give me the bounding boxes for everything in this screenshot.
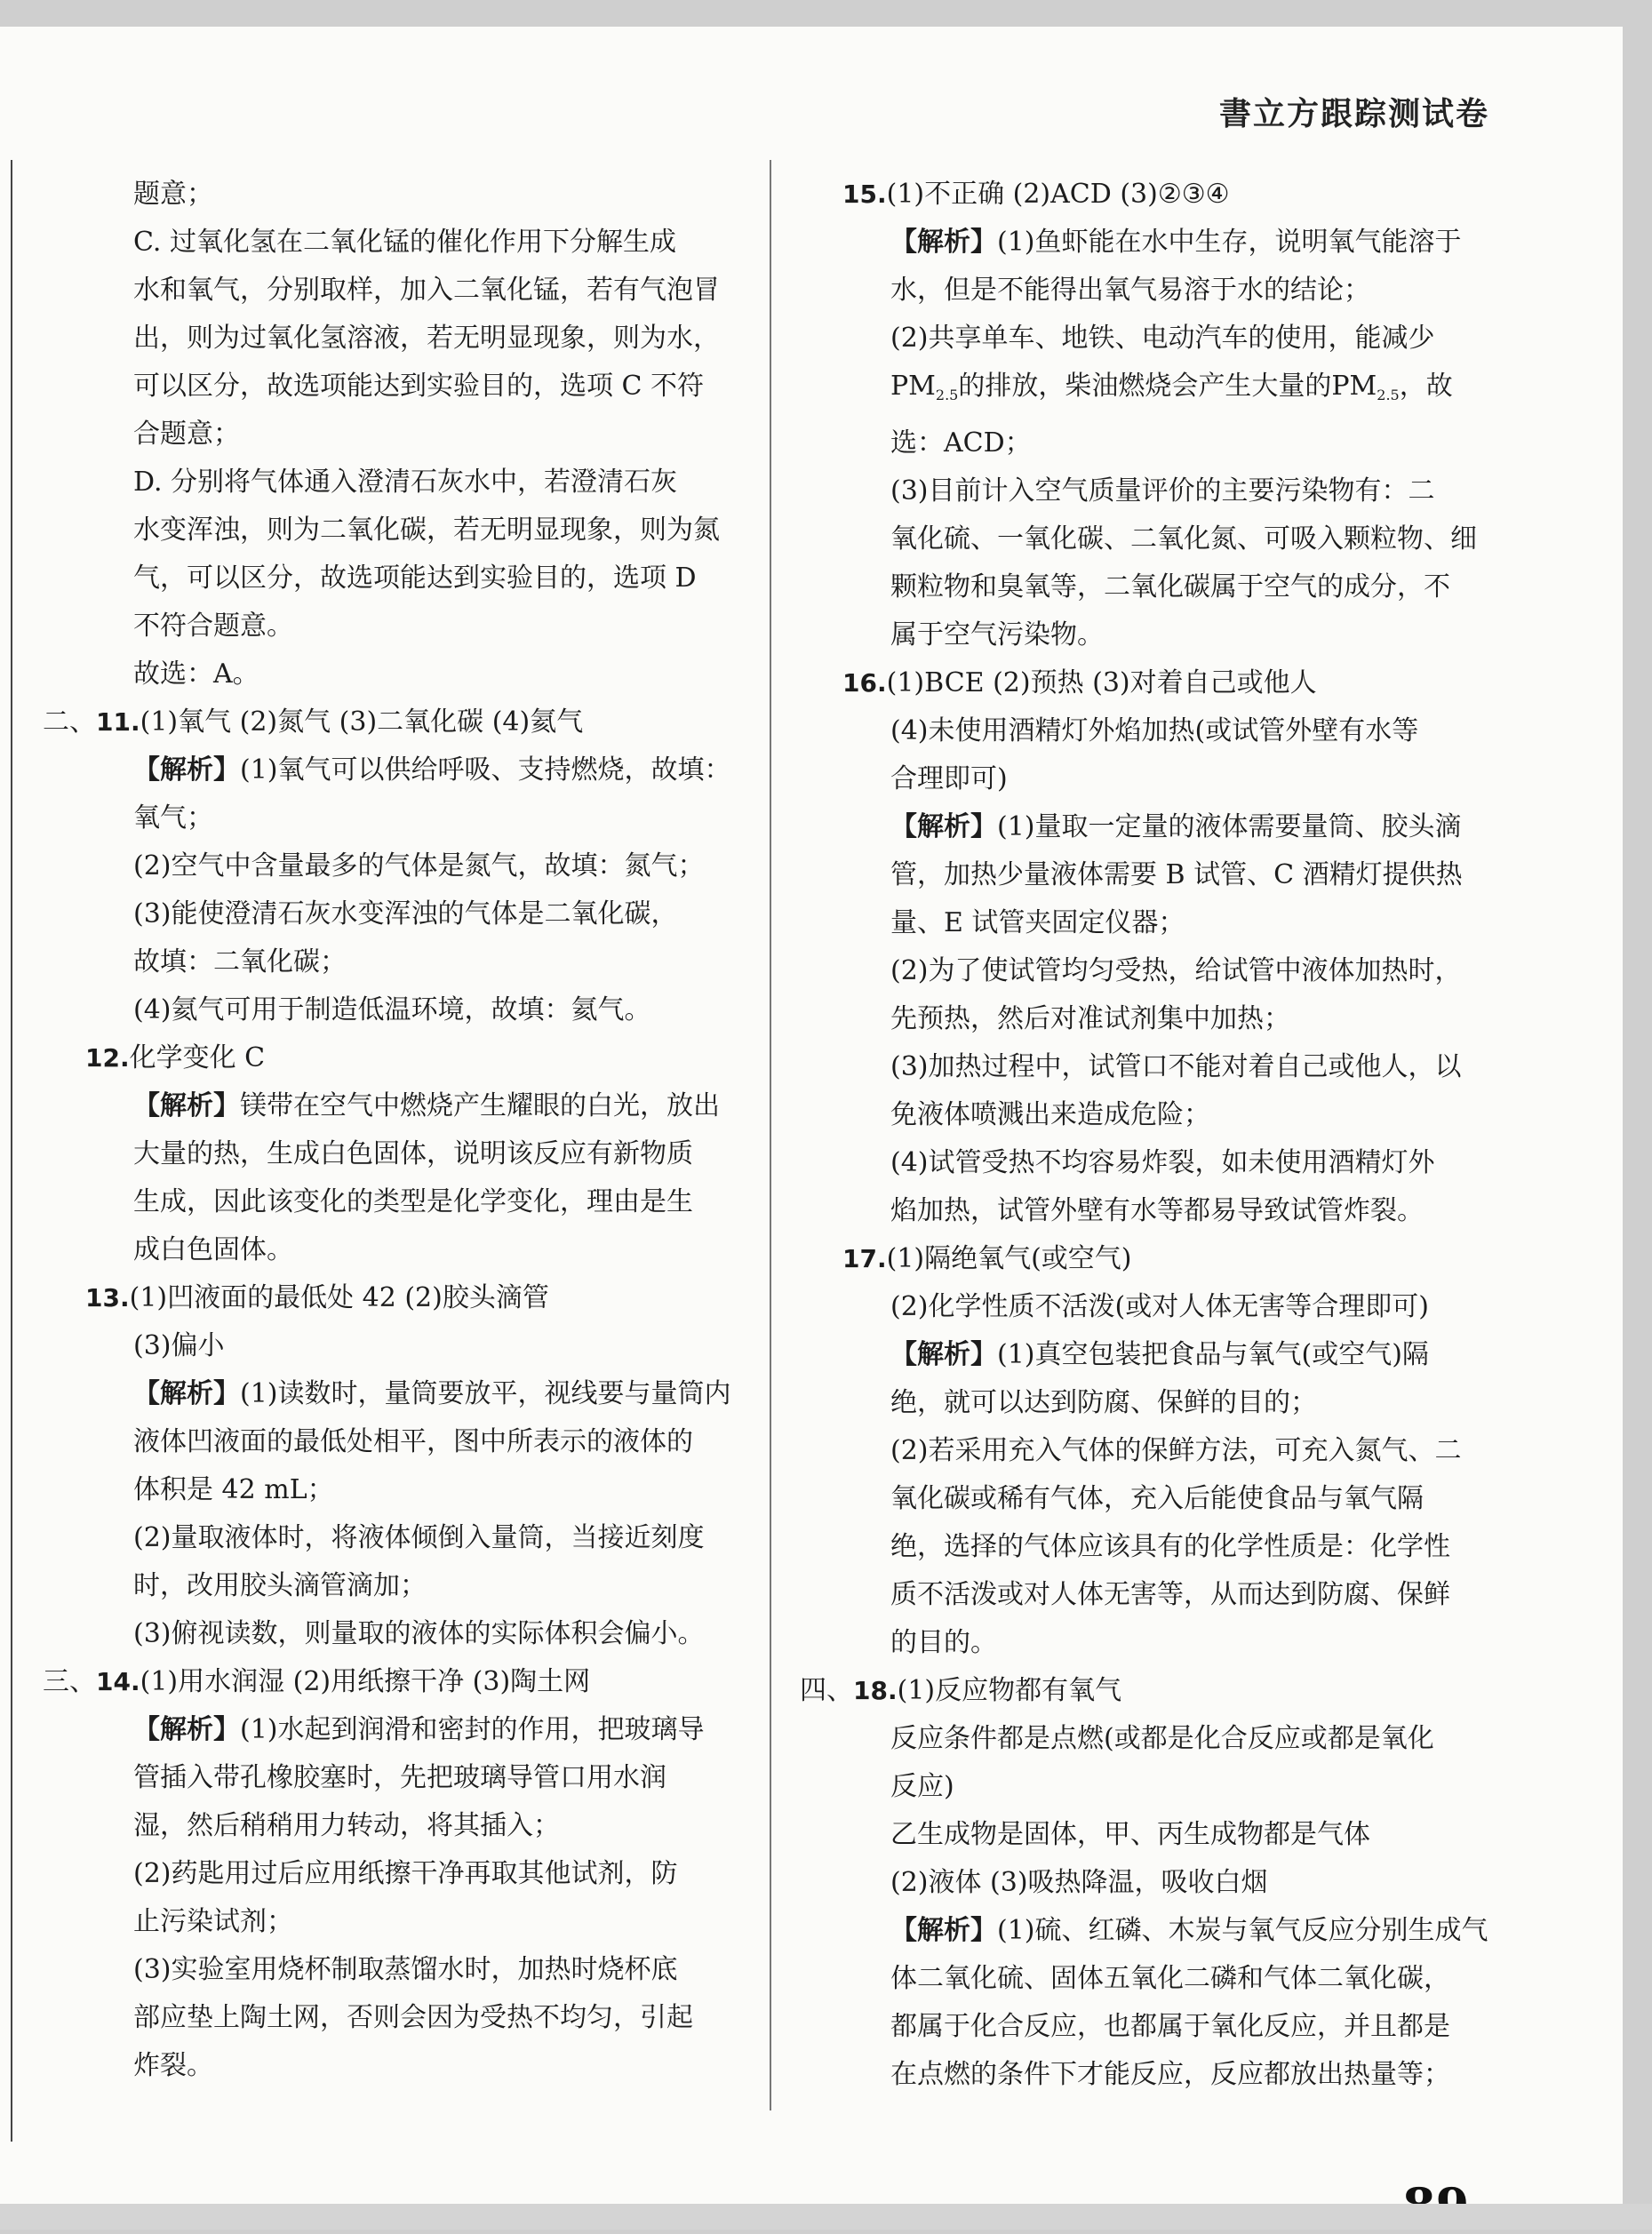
text-line-pm (800, 363, 1511, 419)
section-prefix: 四、 (800, 1675, 853, 1706)
answer-text: (1)BCE (2)预热 (3)对着自己或他人 (886, 667, 1317, 698)
text-line: 焰加热，试管外壁有水等都易导致试管炸裂。 (890, 1195, 1424, 1226)
answer-text: (1)隔绝氧气(或空气) (886, 1243, 1132, 1274)
question-17-analysis (800, 1331, 1511, 1379)
pm-subscript: 2.5 (935, 387, 959, 403)
text-line: (1)氧气可以供给呼吸、支持燃烧，故填： (240, 754, 731, 786)
answer-text: 反应条件都是点燃(或都是化合反应或都是氧化 (890, 1723, 1434, 1754)
left-margin-rule (11, 160, 12, 2142)
right-column (800, 171, 1511, 2099)
pm-subscript: 2.5 (1377, 387, 1400, 403)
text-line: 部应垫上陶土网，否则会因为受热不均匀，引起 (133, 2002, 693, 2033)
text-line: 生成，因此该变化的类型是化学变化，理由是生 (133, 1186, 693, 1217)
answer-text: 反应) (890, 1771, 954, 1802)
text-line: 故填：二氧化碳； (133, 946, 347, 977)
text-line: 氧气； (133, 802, 213, 834)
section-prefix: 二、 (43, 706, 96, 738)
text-line: (3)加热过程中，试管口不能对着自己或他人，以 (890, 1051, 1462, 1082)
answer-text: (1)不正确 (2)ACD (3)②③④ (886, 179, 1230, 210)
text-line: 颗粒物和臭氧等，二氧化碳属于空气的成分，不 (890, 571, 1450, 602)
question-14-analysis (43, 1706, 754, 1754)
text-line: 免液体喷溅出来造成危险； (890, 1099, 1210, 1130)
answer-text: (1)凹液面的最低处 42 (2)胶头滴管 (129, 1282, 549, 1313)
text-line: 的目的。 (890, 1627, 997, 1658)
question-number: 12. (85, 1043, 130, 1073)
text-line: 水变浑浊，则为二氧化碳，若无明显现象，则为氮 (133, 515, 720, 546)
text-line: 水，但是不能得出氧气易溶于水的结论； (890, 275, 1370, 306)
text-line: 管插入带孔橡胶塞时，先把玻璃导管口用水润 (133, 1762, 666, 1793)
answer-text: (2)液体 (3)吸热降温，吸收白烟 (890, 1867, 1268, 1898)
question-number: 15. (842, 180, 887, 209)
text-line: 故选：A。 (133, 658, 259, 690)
text-line: 液体凹液面的最低处相平，图中所表示的液体的 (133, 1426, 693, 1457)
text-line: (1)硫、红磷、木炭与氧气反应分别生成气 (997, 1915, 1488, 1946)
text-line: (4)氦气可用于制造低温环境，故填：氦气。 (133, 994, 651, 1025)
text-line: 镁带在空气中燃烧产生耀眼的白光，放出 (240, 1090, 720, 1121)
text-line: (1)水起到润滑和密封的作用，把玻璃导 (240, 1714, 705, 1745)
question-15-answer (800, 171, 1511, 219)
question-number: 18. (853, 1676, 898, 1705)
text-line: 出，则为过氧化氢溶液，若无明显现象，则为水， (133, 323, 720, 354)
text-line: 体积是 42 mL； (133, 1474, 334, 1505)
text-line: (3)能使澄清石灰水变浑浊的气体是二氧化碳， (133, 898, 678, 930)
page (0, 27, 1623, 2204)
text-line: 大量的热，生成白色固体，说明该反应有新物质 (133, 1138, 693, 1169)
text-line: (1)真空包装把食品与氧气(或空气)隔 (997, 1339, 1429, 1370)
scan-border (0, 2204, 1652, 2230)
question-18-analysis (800, 1907, 1511, 1955)
question-18-answer (800, 1667, 1511, 1715)
analysis-tag: 【解析】 (133, 1378, 240, 1409)
text-line: 气，可以区分，故选项能达到实验目的，选项 D (133, 562, 697, 594)
answer-text: (3)偏小 (133, 1330, 225, 1361)
text-line: 湿，然后稍稍用力转动，将其插入； (133, 1810, 560, 1841)
analysis-tag: 【解析】 (133, 754, 240, 786)
question-13-answer (43, 1274, 754, 1322)
text-line: 题意； (133, 179, 213, 210)
text-line: (4)试管受热不均容易炸裂，如未使用酒精灯外 (890, 1147, 1435, 1178)
text-line: (1)量取一定量的液体需要量筒、胶头滴 (997, 811, 1462, 842)
left-column (43, 171, 754, 2090)
analysis-tag: 【解析】 (890, 1915, 997, 1946)
answer-text: (1)反应物都有氧气 (897, 1675, 1122, 1706)
question-17-answer (800, 1235, 1511, 1283)
text-line: (3)实验室用烧杯制取蒸馏水时，加热时烧杯底 (133, 1954, 678, 1985)
question-number: 14. (96, 1667, 140, 1696)
text-line: 先预热，然后对准试剂集中加热； (890, 1003, 1290, 1034)
text-line: 炸裂。 (133, 2050, 213, 2081)
analysis-tag: 【解析】 (890, 227, 997, 258)
text-line: 绝，就可以达到防腐、保鲜的目的； (890, 1387, 1317, 1418)
text-line: 水和氧气，分别取样，加入二氧化锰，若有气泡冒 (133, 275, 720, 306)
pm-label: PM (890, 371, 936, 402)
text-line: (1)鱼虾能在水中生存，说明氧气能溶于 (997, 227, 1462, 258)
question-12-answer (43, 1034, 754, 1082)
answer-text: 化学变化 C (129, 1042, 266, 1073)
text-line: (2)若采用充入气体的保鲜方法，可充入氮气、二 (890, 1435, 1462, 1466)
text-line: (2)共享单车、地铁、电动汽车的使用，能减少 (890, 323, 1435, 354)
text-line: ，故 (1399, 371, 1453, 402)
question-16-analysis (800, 803, 1511, 851)
text-line: (2)空气中含量最多的气体是氮气，故填：氮气； (133, 850, 705, 882)
text-line: 质不活泼或对人体无害等，从而达到防腐、保鲜 (890, 1579, 1450, 1610)
text-line: 管，加热少量液体需要 B 试管、C 酒精灯提供热 (890, 859, 1463, 890)
pm-label: PM (1331, 371, 1377, 402)
header-title: 書立方跟踪测试卷 (1218, 96, 1489, 132)
text-line: (2)为了使试管均匀受热，给试管中液体加热时， (890, 955, 1462, 986)
text-line: 氧化碳或稀有气体，充入后能使食品与氧气隔 (890, 1483, 1424, 1514)
text-line: 成白色固体。 (133, 1234, 293, 1265)
text-line: 选：ACD； (890, 427, 1032, 459)
question-number: 13. (85, 1283, 130, 1312)
text-line: 量、E 试管夹固定仪器； (890, 907, 1185, 938)
text-line: 时，改用胶头滴管滴加； (133, 1570, 427, 1601)
text-line: (1)读数时，量筒要放平，视线要与量筒内 (240, 1378, 731, 1409)
text-line: (3)目前计入空气质量评价的主要污染物有：二 (890, 475, 1435, 507)
answer-text: (4)未使用酒精灯外焰加热(或试管外壁有水等 (890, 715, 1419, 746)
text-line: 在点燃的条件下才能反应，反应都放出热量等； (890, 2059, 1450, 2090)
text-line: 不符合题意。 (133, 610, 293, 642)
column-divider (770, 160, 771, 2110)
question-number: 17. (842, 1244, 887, 1273)
text-line: 属于空气污染物。 (890, 619, 1104, 650)
question-14-answer (43, 1658, 754, 1706)
answer-text: 乙生成物是固体，甲、丙生成物都是气体 (890, 1819, 1370, 1850)
text-line: 可以区分，故选项能达到实验目的，选项 C 不符 (133, 371, 705, 402)
question-11-analysis (43, 746, 754, 794)
question-number: 16. (842, 668, 887, 698)
question-13-analysis (43, 1370, 754, 1418)
text-line: C. 过氧化氢在二氧化锰的催化作用下分解生成 (133, 227, 676, 258)
analysis-tag: 【解析】 (890, 1339, 997, 1370)
text-line: 合题意； (133, 419, 240, 450)
answer-text: 合理即可) (890, 763, 1008, 794)
analysis-tag: 【解析】 (133, 1090, 240, 1121)
section-prefix: 三、 (43, 1666, 96, 1697)
analysis-tag: 【解析】 (133, 1714, 240, 1745)
answer-text: (1)氧气 (2)氮气 (3)二氧化碳 (4)氦气 (140, 706, 584, 738)
analysis-tag: 【解析】 (890, 811, 997, 842)
answer-text: (1)用水润湿 (2)用纸擦干净 (3)陶土网 (140, 1666, 591, 1697)
text-line: (2)量取液体时，将液体倾倒入量筒，当接近刻度 (133, 1522, 705, 1553)
text-line: 绝，选择的气体应该具有的化学性质是：化学性 (890, 1531, 1450, 1562)
text-line: 止污染试剂； (133, 1906, 293, 1937)
text-line: 的排放，柴油燃烧会产生大量的 (958, 371, 1332, 402)
question-15-analysis (800, 219, 1511, 267)
text-line: D. 分别将气体通入澄清石灰水中，若澄清石灰 (133, 467, 678, 498)
text-line: 体二氧化硫、固体五氧化二磷和气体二氧化碳， (890, 1963, 1450, 1994)
question-16-answer (800, 659, 1511, 707)
question-number: 11. (96, 707, 140, 737)
question-11-answer (43, 698, 754, 746)
text-line: 都属于化合反应，也都属于氧化反应，并且都是 (890, 2011, 1450, 2042)
question-12-analysis (43, 1082, 754, 1130)
answer-text: (2)化学性质不活泼(或对人体无害等合理即可) (890, 1291, 1429, 1322)
text-line: (2)药匙用过后应用纸擦干净再取其他试剂，防 (133, 1858, 678, 1889)
text-line: 氧化硫、一氧化碳、二氧化氮、可吸入颗粒物、细 (890, 523, 1477, 555)
text-line: (3)俯视读数，则量取的液体的实际体积会偏小。 (133, 1618, 705, 1649)
